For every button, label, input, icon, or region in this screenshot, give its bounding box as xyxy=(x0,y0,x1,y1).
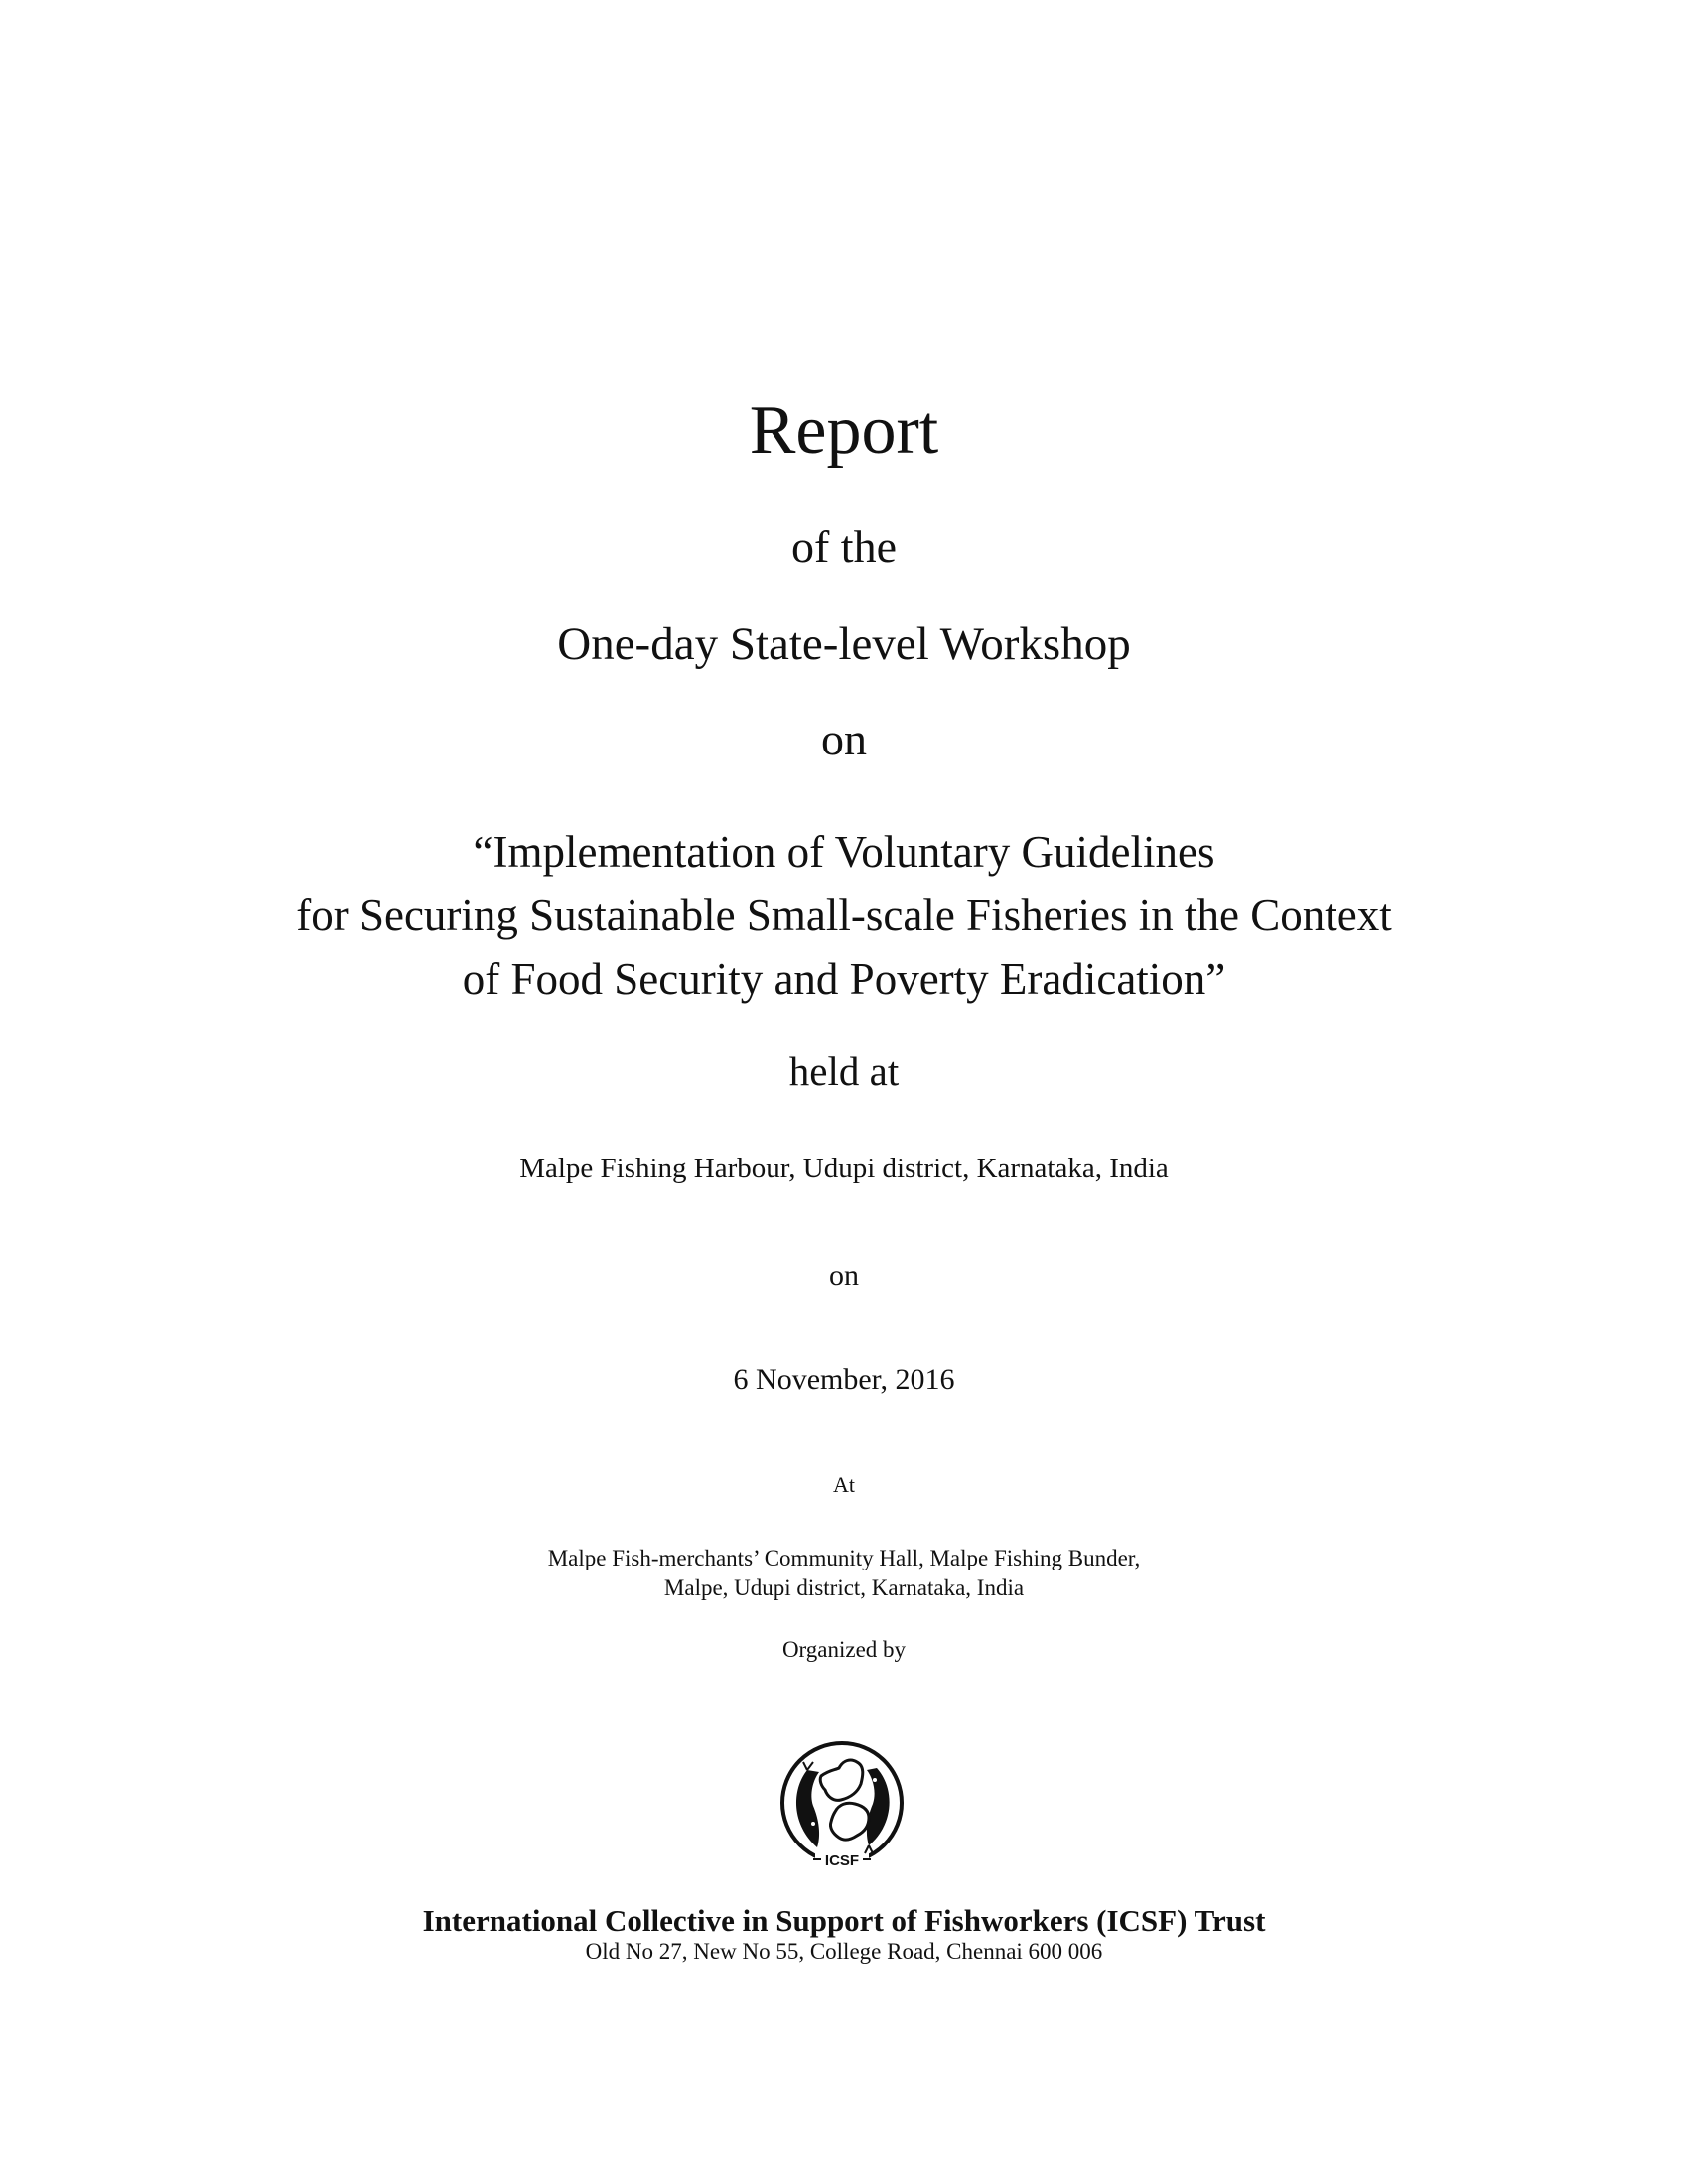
title-line-1: “Implementation of Voluntary Guidelines xyxy=(473,827,1215,877)
on-text-2: on xyxy=(829,1259,859,1292)
of-the-text: of the xyxy=(790,521,897,572)
title-line-3: of Food Security and Poverty Eradication” xyxy=(462,954,1226,1004)
held-at-text: held at xyxy=(788,1048,900,1094)
report-heading: Report xyxy=(749,392,939,469)
event-type: One-day State-level Workshop xyxy=(557,618,1131,670)
organized-by-text: Organized by xyxy=(781,1637,907,1662)
venue-line-1: Malpe Fish-merchants’ Community Hall, Malpe Fishing Bunder, xyxy=(547,1546,1141,1570)
organization-address: Old No 27, New No 55, College Road, Chennai 600 006 xyxy=(585,1939,1103,1964)
event-date: 6 November, 2016 xyxy=(733,1363,955,1396)
title-line-2: for Securing Sustainable Small-scale Fisheries in the Context xyxy=(296,890,1392,940)
organization-name: International Collective in Support of Fishworkers (ICSF) Trust xyxy=(422,1903,1266,1938)
at-text: At xyxy=(833,1472,855,1497)
logo-text: ICSF xyxy=(824,1852,860,1869)
venue-line-2: Malpe, Udupi district, Karnataka, India xyxy=(663,1575,1025,1600)
venue-address xyxy=(0,1544,1688,1603)
icsf-logo-icon xyxy=(777,1740,907,1869)
location-text: Malpe Fishing Harbour, Udupi district, Karnataka, India xyxy=(519,1153,1169,1184)
workshop-title xyxy=(0,820,1688,1011)
on-text-1: on xyxy=(821,714,867,764)
